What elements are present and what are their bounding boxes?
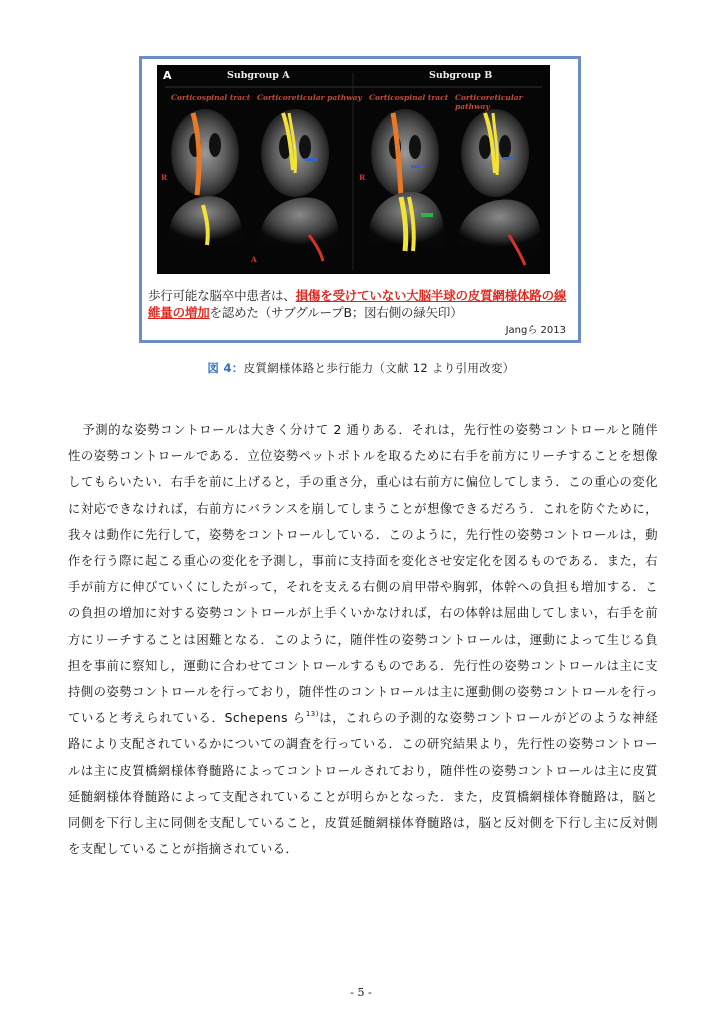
marker-r-a: R: [161, 173, 168, 182]
reference-marker: 13): [305, 710, 319, 719]
caption-number: 図 4：: [207, 361, 244, 375]
tract-label-b2: Corticoreticular pathway: [455, 93, 523, 111]
subgroup-a-label: Subgroup A: [227, 70, 290, 81]
sagittal-brain-a2: [261, 198, 339, 261]
figure-frame: [139, 56, 581, 343]
body-part1: 予測的な姿勢コントロールは大きく分けて 2 通りある．それは，先行性の姿勢コントロールと随伴性の姿勢コントロールである．立位姿勢ペットボトルを取るために右手を前方にリーチすることを想像してもらいたい．右手を前に上げると，手の重さ分，重心は右前方に偏位してしまう．この重心の変化に対応できなければ，右前方にバランスを崩してしまうことが想像できるだろう．これを防ぐために，我々は動作に先行して，姿勢をコントロールしている．このように，先行性の姿勢コントロールは，動作を行う際に起こる重心の変化を予測し，事前に支持面を変化させ安定化を図るものである．また，右手が前方に伸びていくにしたがって，それを支える右側の肩甲帯や胸郭，体幹への負担も増加する．この負担の増加に対する姿勢コントロールが上手くいかなければ，右の体幹は屈曲してしまい，右手を前方にリーチすることは困難となる．このように，随伴性の姿勢コントロールは，運動によって生じる負担を事前に察知し，運動に合わせてコントロールするものである．先行性の姿勢コントロールは主に支持側の姿勢コントロールを行っており，随伴性のコントロールは主に運動側の姿勢コントロールを行っていると考えられている．Schepens ら: [68, 423, 658, 726]
sagittal-brain-b2: [459, 200, 541, 265]
body-paragraph: [68, 417, 658, 862]
coronal-brain-b2: [461, 109, 529, 197]
sagittal-brain-b1: [369, 192, 444, 251]
caption-text: 皮質網様体路と歩行能力（文献 12 より引用改変）: [243, 361, 515, 375]
marker-r-b: R: [359, 173, 366, 182]
tract-label-a1: Corticospinal tract: [171, 93, 251, 102]
sagittal-brain-a1: [169, 196, 242, 245]
annotation-pre: 歩行可能な脳卒中患者は、: [148, 288, 296, 303]
marker-a: A: [251, 255, 257, 264]
figure-credit: Jangら 2013: [505, 325, 566, 336]
panel-letter: A: [163, 69, 172, 82]
figure-caption: [0, 360, 722, 376]
annotation-highlight: 損傷を受けていない大脳半球の皮質網様体路の線維量の増加: [148, 288, 567, 320]
body-part2: は，これらの予測的な姿勢コントロールがどのような神経路により支配されているかについての調査を行っている．この研究結果より，先行性の姿勢コントロールは主に皮質橋網様体脊髄路によってコントロールされており，随伴性の姿勢コントロールは主に皮質延髄網様体脊髄路によって支配されていることが明らかとなった．また，皮質橋網様体脊髄路は，脳と同側を下行し主に同側を支配していること，皮質延髄網様体脊髄路は，脳と反対側を下行し主に反対側を支配していることが指摘されている．: [68, 711, 658, 857]
coronal-brain-a2: [261, 109, 329, 197]
mri-figure: [157, 65, 550, 274]
subgroup-b-label: Subgroup B: [429, 70, 493, 81]
tract-label-b1: Corticospinal tract: [369, 93, 449, 102]
tract-label-a2: Corticoreticular pathway: [257, 93, 362, 102]
figure-annotation: [148, 287, 568, 321]
coronal-brain-a1: [171, 109, 239, 197]
coronal-brain-b1: [371, 109, 439, 197]
page-number: - 5 -: [350, 986, 372, 999]
annotation-post: を認めた（サブグループB；図右側の緑矢印）: [209, 305, 463, 320]
green-arrow: [421, 213, 433, 217]
